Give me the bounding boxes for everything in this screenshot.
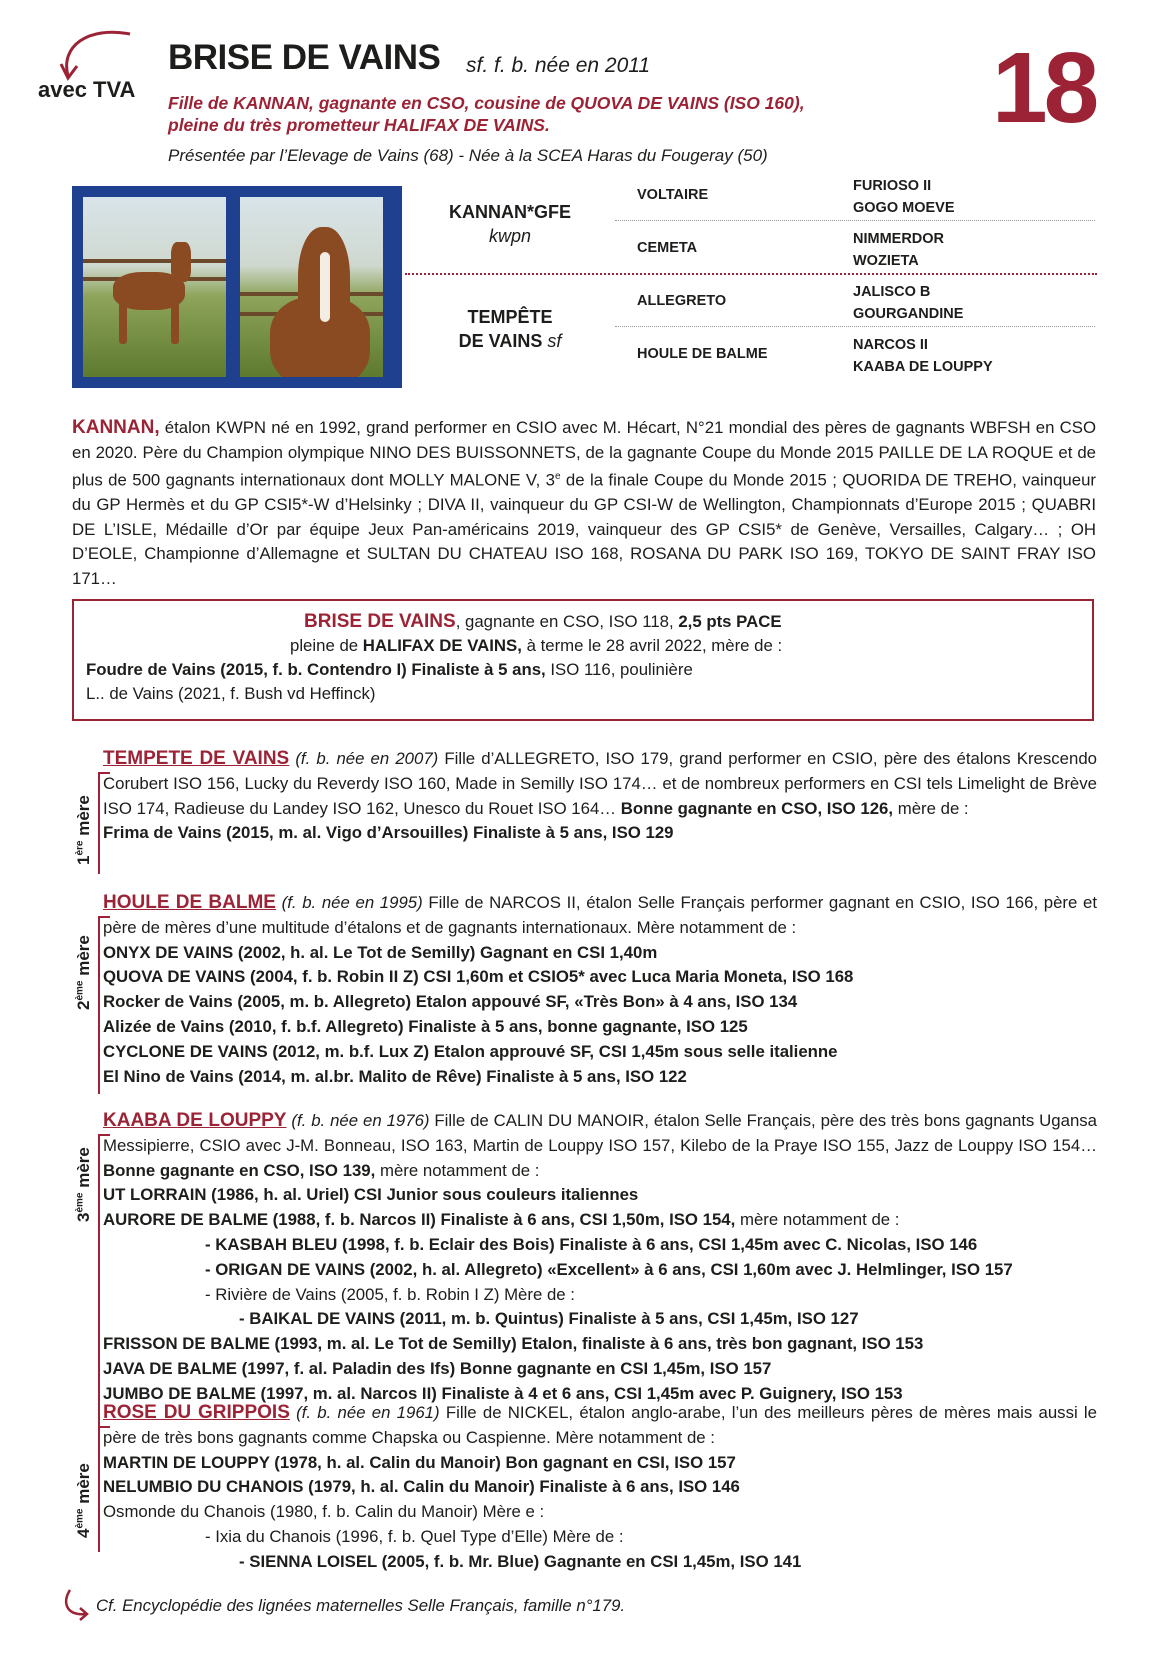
horse-photo-head: [240, 197, 383, 377]
mare-text: mère de :: [893, 798, 969, 818]
sire-description-text: de la finale Coupe du Monde 2015 ; QUORIDA DE TREHO, vainqueur du GP Hermès et du GP CSI5*-W d’Helsinky ; DIVA II, vainqueur du GP CSI-W de Wellington, Championnats d’Europe 2015 ; QUABRI DE L’ISLE, Médaille d’Or par équipe Jeux Pan-américains 2019, vainqueur des GP CSI5* de Genève, Versailles, Calgary… ; OH D’EOLE, Championne d’Allemagne et SULTAN DU CHATEAU ISO 168, ROSANA DU PARK ISO 169, TOKYO DE SAINT FRAY ISO 171…: [72, 470, 1096, 588]
curved-arrow-icon: [58, 24, 138, 84]
dam-name-line: [405, 329, 615, 353]
label-num: 2: [74, 1000, 93, 1010]
label-num: 1: [74, 855, 93, 865]
footer-note: Cf. Encyclopédie des lignées maternelles Selle Français, famille n°179.: [96, 1596, 626, 1615]
box-line: [290, 636, 782, 656]
box-bold: HALIFAX DE VAINS,: [362, 636, 522, 655]
offspring-line: QUOVA DE VAINS (2004, f. b. Robin II Z) CSI 1,60m et CSIO5* avec Luca Maria Moneta, ISO 168: [103, 967, 854, 987]
page-subtitle: sf. f. b. née en 2011: [466, 54, 651, 77]
sire-description: [72, 416, 1096, 591]
offspring-line: FRISSON DE BALME (1993, m. al. Le Tot de Semilly) Etalon, finaliste à 6 ans, très bon gagnant, ISO 153: [103, 1334, 924, 1354]
mare-name: ROSE DU GRIPPOIS: [103, 1402, 290, 1423]
mare-birth: (f. b. née en 2007): [289, 749, 439, 768]
mare-bold: Bonne gagnante en CSO, ISO 139,: [103, 1160, 376, 1180]
mare-section-4: [103, 1401, 1097, 1575]
label-word: mère: [74, 935, 93, 981]
offspring-line: Alizée de Vains (2010, f. b.f. Allegreto) Finaliste à 5 ans, bonne gagnante, ISO 125: [103, 1016, 748, 1036]
mare-name: HOULE DE BALME: [103, 892, 276, 913]
divider: [405, 273, 1097, 275]
dam-name-line: TEMPÊTE: [467, 307, 553, 327]
offspring-line: - SIENNA LOISEL (2005, f. b. Mr. Blue) Gagnante en CSI 1,45m, ISO 141: [239, 1551, 802, 1571]
mare-text: Fille de NICKEL, étalon anglo-arabe, l’un des meilleurs pères de mères mais aussi le père de très bons gagnants comme Chapska ou Caspienne. Mère notamment de :: [103, 1403, 1097, 1447]
offspring-line: ONYX DE VAINS (2002, h. al. Le Tot de Semilly) Gagnant en CSI 1,40m: [103, 942, 658, 962]
great-grandparent: NIMMERDOR: [853, 231, 945, 247]
offspring-line: Frima de Vains (2015, m. al. Vigo d’Arsouilles) Finaliste à 5 ans, ISO 129: [103, 823, 674, 843]
mare-name: TEMPETE DE VAINS: [103, 748, 290, 769]
label-sup: ème: [74, 980, 86, 1001]
offspring-line: CYCLONE DE VAINS (2012, m. b.f. Lux Z) Etalon approuvé SF, CSI 1,45m sous selle italienne: [103, 1041, 838, 1061]
box-line: [304, 611, 782, 633]
mare-text: Fille d’ALLEGRETO, ISO 179, grand performer en CSIO, père des étalons Krescendo Corubert ISO 156, Lucky du Reverdy ISO 160, Made in Semilly ISO 174… et de nombreux performers en CSI tels Limelight de Brève ISO 174, Radieuse du Landey ISO 162, Unesco du Rouet ISO 164…: [103, 749, 1097, 818]
mare-bold: Bonne gagnante en CSO, ISO 126,: [620, 798, 894, 818]
mare-birth: (f. b. née en 1976): [286, 1111, 430, 1130]
offspring-line: JAVA DE BALME (1997, f. al. Paladin des Ifs) Bonne gagnante en CSI 1,45m, ISO 157: [103, 1358, 772, 1378]
offspring-text: mère notamment de :: [735, 1210, 900, 1230]
great-grandparent: NARCOS II: [853, 337, 928, 353]
dam-breed: sf: [547, 331, 562, 351]
offspring-line: Rocker de Vains (2005, m. b. Allegreto) Etalon appouvé SF, «Très Bon» à 4 ans, ISO 134: [103, 992, 798, 1012]
horse-photos: [72, 186, 402, 388]
mare-section-3: [103, 1109, 1097, 1407]
curved-arrow-icon: [62, 1588, 90, 1622]
presented-by: Présentée par l’Elevage de Vains (68) - Née à la SCEA Haras du Fougeray (50): [168, 146, 768, 165]
generation-label: [74, 795, 94, 865]
superscript: e: [554, 471, 561, 482]
box-line: [86, 660, 693, 680]
sire: [405, 200, 615, 248]
box-bold: 2,5 pts PACE: [678, 612, 782, 631]
mare-text: Fille de NARCOS II, étalon Selle Français performer gagnant en CSIO, ISO 166, père et père de mères d’une multitude d’étalons et de gagnants internationaux. Mère notamment de :: [103, 893, 1097, 937]
generation-label: [74, 1463, 94, 1538]
offspring-line: JUMBO DE BALME (1997, m. al. Narcos II) Finaliste à 4 et 6 ans, CSI 1,45m avec P. Guignery, ISO 153: [103, 1383, 903, 1403]
offspring-line: - KASBAH BLEU (1998, f. b. Eclair des Bois) Finaliste à 6 ans, CSI 1,45m avec C. Nicolas, ISO 146: [205, 1234, 978, 1254]
lot-number: 18: [992, 32, 1096, 144]
offspring-line: - Ixia du Chanois (1996, f. b. Quel Type d’Elle) Mère de :: [205, 1526, 624, 1546]
box-text: ISO 116, poulinière: [545, 660, 693, 679]
mare-name: KAABA DE LOUPPY: [103, 1110, 287, 1131]
label-sup: ère: [74, 840, 86, 856]
label-word: mère: [74, 795, 93, 841]
offspring-line: El Nino de Vains (2014, m. al.br. Malito de Rêve) Finaliste à 5 ans, ISO 122: [103, 1066, 687, 1086]
tagline-line: pleine du très prometteur HALIFAX DE VAINS.: [168, 115, 550, 135]
great-grandparent: KAABA DE LOUPPY: [853, 359, 993, 375]
sire-description-text: étalon KWPN né en 1992, grand performer en CSIO avec M. Hécart, N°21 mondial des pères de gagnants WBFSH en CSO en 2020. Père du Champion olympique NINO DES BUISSONNETS, de la gagnante Coupe du Monde 2015 PAILLE DE LA ROQUE et de plus de 500 gagnants internationaux dont MOLLY MALONE V, 3: [72, 418, 1096, 490]
box-text: , gagnante en CSO, ISO 118,: [455, 612, 679, 631]
great-grandparents: [853, 334, 993, 378]
grandsire: VOLTAIRE: [637, 187, 709, 203]
offspring-line: NELUMBIO DU CHANOIS (1979, h. al. Calin du Manoir) Finaliste à 6 ans, ISO 146: [103, 1477, 740, 1497]
offspring-line: - BAIKAL DE VAINS (2011, m. b. Quintus) Finaliste à 5 ans, CSI 1,45m, ISO 127: [239, 1309, 859, 1329]
mare-intro: [103, 747, 1097, 821]
horse-photo-full: [83, 197, 226, 377]
mare-text: mère notamment de :: [375, 1160, 540, 1180]
mare-section-2: [103, 891, 1097, 1089]
mare-section-1: [103, 747, 1097, 846]
sire-name: KANNAN*GFE: [448, 202, 571, 222]
granddam: HOULE DE BALME: [637, 346, 768, 362]
offspring-line: - ORIGAN DE VAINS (2002, h. al. Allegreto) «Excellent» à 6 ans, CSI 1,60m avec J. Helmlinger, ISO 157: [205, 1259, 1013, 1279]
granddam: CEMETA: [637, 240, 698, 256]
tagline-line: Fille de KANNAN, gagnante en CSO, cousine de QUOVA DE VAINS (ISO 160),: [168, 93, 805, 113]
great-grandparent: WOZIETA: [853, 253, 919, 269]
divider: [615, 326, 1095, 327]
box-text: à terme le 28 avril 2022, mère de :: [521, 636, 783, 655]
mare-intro: [103, 891, 1097, 941]
sire-description-lead: KANNAN,: [72, 417, 160, 438]
sire-breed: kwpn: [488, 226, 532, 246]
divider: [615, 220, 1095, 221]
offspring-line: [103, 1208, 1097, 1233]
mare-birth: (f. b. née en 1995): [275, 893, 423, 912]
mare-intro: [103, 1109, 1097, 1183]
label-word: mère: [74, 1147, 93, 1193]
great-grandparents: [853, 281, 963, 325]
tagline: [168, 92, 948, 136]
box-text: pleine de: [290, 636, 363, 655]
tva-label: avec TVA: [38, 77, 136, 102]
offspring-bold: AURORE DE BALME (1988, f. b. Narcos II) Finaliste à 6 ans, CSI 1,50m, ISO 154,: [103, 1210, 736, 1230]
dam-name-part: DE VAINS: [458, 331, 543, 351]
box-horse-name: BRISE DE VAINS: [304, 611, 456, 632]
box-line: L.. de Vains (2021, f. Bush vd Heffinck): [86, 684, 376, 703]
offspring-line: Osmonde du Chanois (1980, f. b. Calin du Manoir) Mère e :: [103, 1502, 545, 1522]
offspring-line: UT LORRAIN (1986, h. al. Uriel) CSI Junior sous couleurs italiennes: [103, 1185, 639, 1205]
mare-birth: (f. b. née en 1961): [289, 1403, 440, 1422]
generation-label: [74, 1147, 94, 1222]
box-bold: Foudre de Vains (2015, f. b. Contendro I) Finaliste à 5 ans,: [86, 660, 546, 679]
page-title: BRISE DE VAINS: [168, 38, 441, 77]
great-grandparents: [853, 228, 944, 272]
generation-label: [74, 935, 94, 1010]
highlight-box: [72, 599, 1094, 721]
label-sup: ème: [74, 1508, 86, 1529]
label-num: 4: [74, 1528, 93, 1538]
mare-intro: [103, 1401, 1097, 1451]
dam: [405, 305, 615, 353]
great-grandparent: JALISCO B: [853, 284, 931, 300]
offspring-line: MARTIN DE LOUPPY (1978, h. al. Calin du Manoir) Bon gagnant en CSI, ISO 157: [103, 1452, 736, 1472]
offspring-line: - Rivière de Vains (2005, f. b. Robin I Z) Mère de :: [205, 1284, 575, 1304]
mare-text: Fille de CALIN DU MANOIR, étalon Selle Français, père des très bons gagnants Ugansa Messipierre, CSIO avec J-M. Bonneau, ISO 163, Martin de Louppy ISO 157, Kilebo de la Praye ISO 155, Jazz de Louppy ISO 154…: [103, 1111, 1098, 1155]
great-grandparents: [853, 175, 955, 219]
label-num: 3: [74, 1212, 93, 1222]
pedigree-table: [405, 180, 1097, 392]
great-grandparent: GOURGANDINE: [853, 306, 964, 322]
great-grandparent: FURIOSO II: [853, 178, 932, 194]
great-grandparent: GOGO MOEVE: [853, 200, 955, 216]
label-word: mère: [74, 1463, 93, 1509]
label-sup: ème: [74, 1192, 86, 1213]
grandsire: ALLEGRETO: [637, 293, 727, 309]
